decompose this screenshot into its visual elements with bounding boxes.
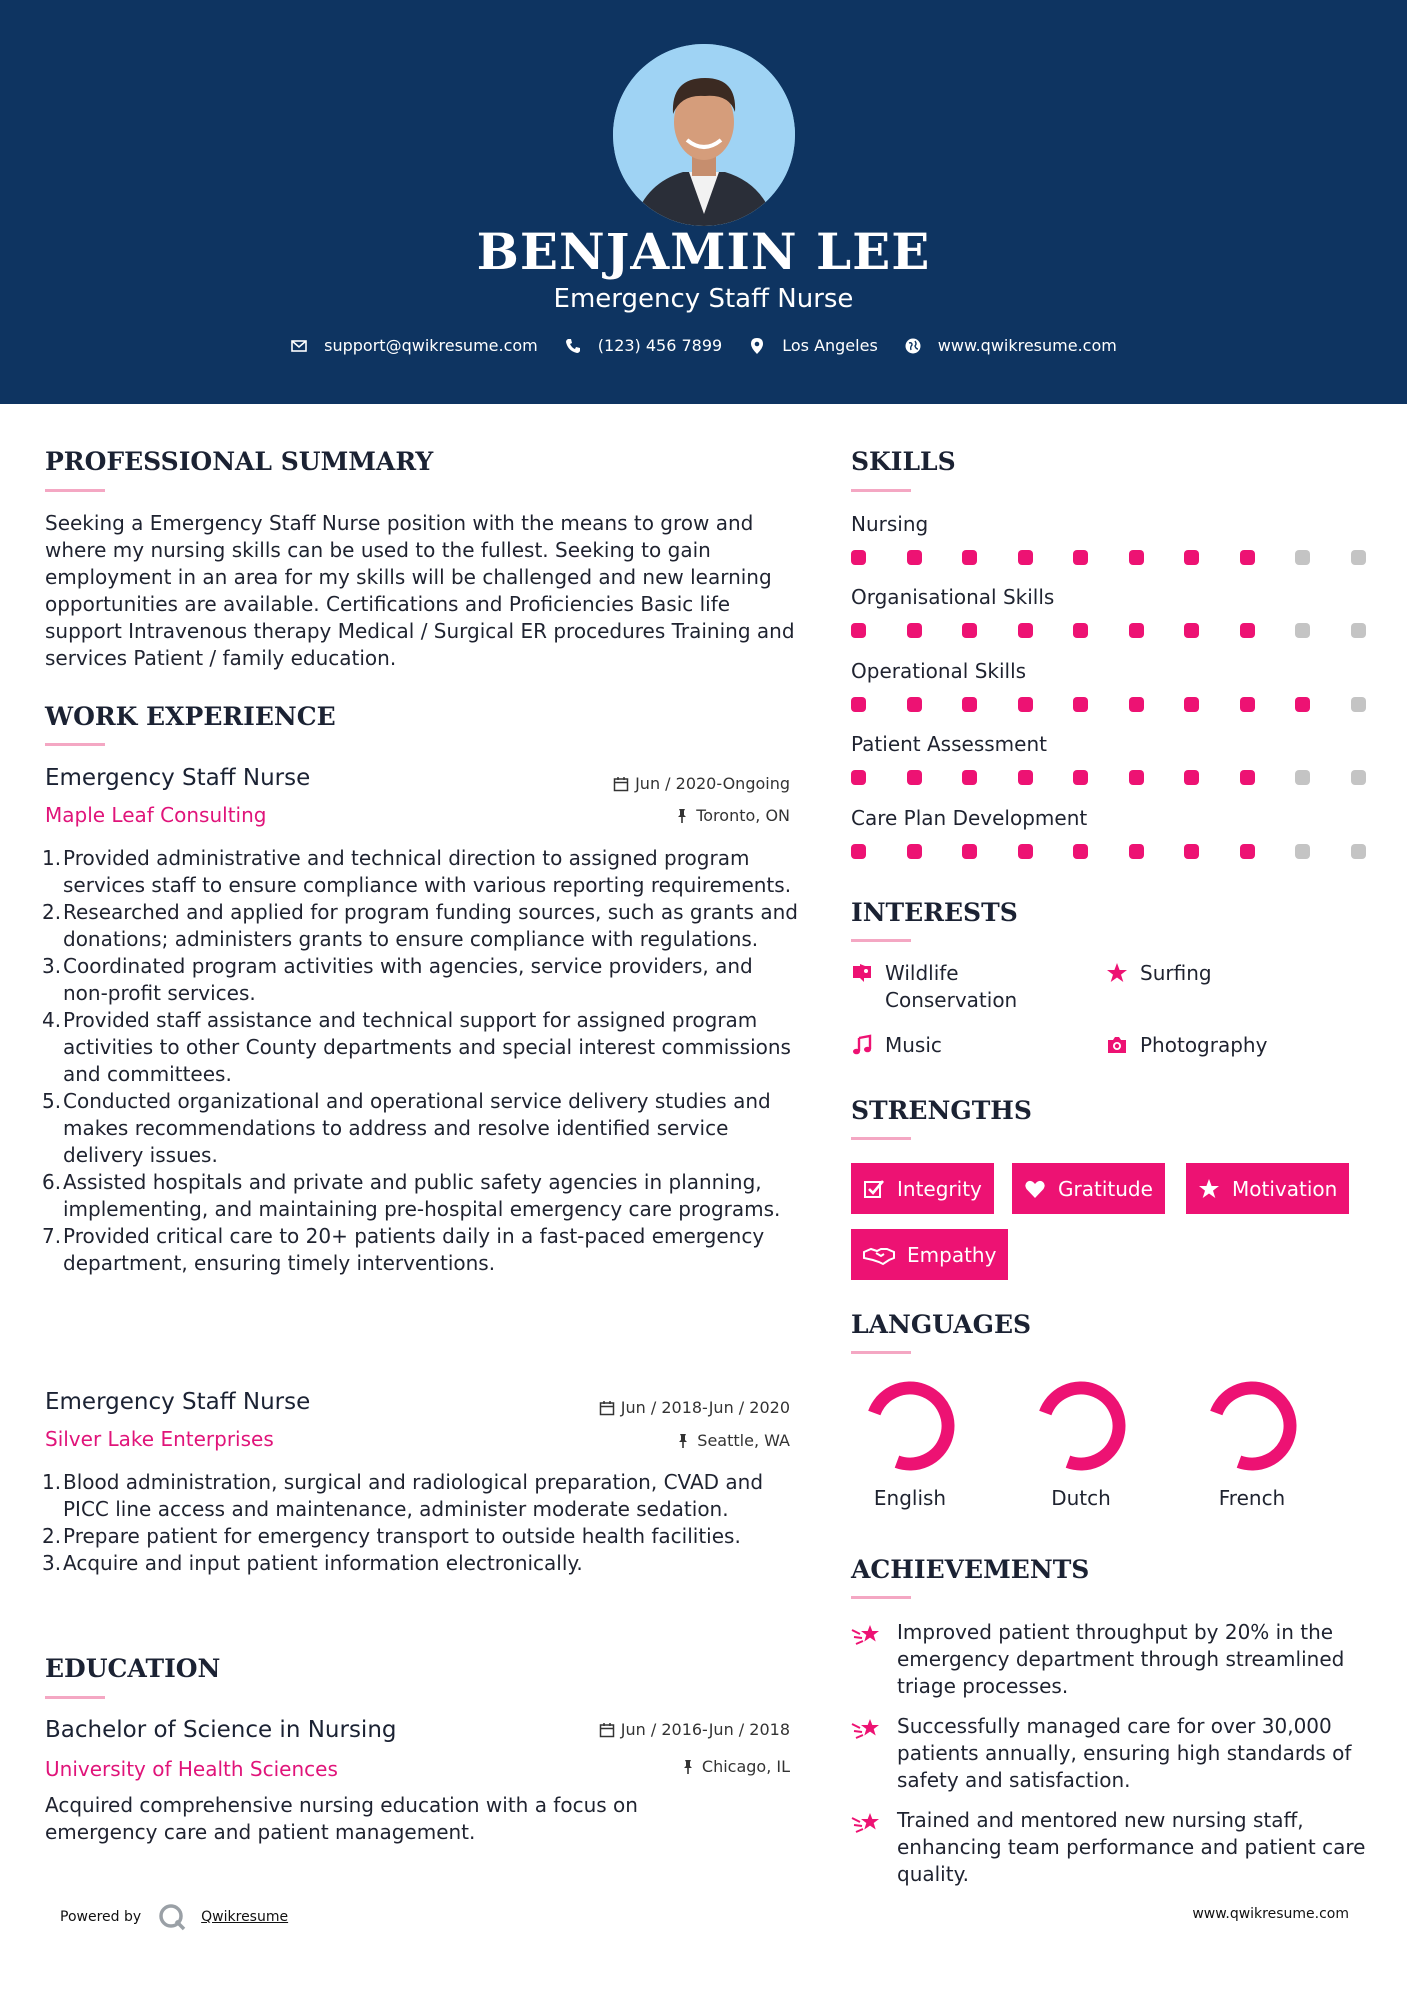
rating-dot-filled — [851, 770, 866, 785]
envelope-icon — [290, 337, 308, 355]
list-item: 2. Prepare patient for emergency transport to outside health facilities. — [42, 1524, 741, 1548]
list-item: 5. Conducted organizational and operational service delivery studies and makes recommendations to address and resolve identified service delivery issues. — [42, 1089, 771, 1167]
rating-dot-empty — [1295, 844, 1310, 859]
checkbox-icon — [863, 1178, 885, 1200]
summary-heading: PROFESSIONAL SUMMARY — [45, 447, 434, 476]
job-bullets — [42, 1469, 802, 1577]
education-location-text: Chicago, IL — [701, 1757, 790, 1776]
list-item: 7. Provided critical care to 20+ patients daily in a fast-paced emergency department, ensuring timely interventions. — [42, 1224, 765, 1275]
star-icon — [1106, 962, 1128, 984]
strength-tag: Gratitude — [1012, 1163, 1165, 1214]
strength-tag: Integrity — [851, 1163, 994, 1214]
calendar-icon — [599, 1400, 615, 1416]
list-item: 1. Blood administration, surgical and radiological preparation, CVAD and PICC line access and maintenance, administer moderate sedation. — [42, 1470, 764, 1521]
section-divider — [851, 939, 911, 942]
achievement-item: Improved patient throughput by 20% in the emergency department through streamlined triage processes. — [851, 1619, 1371, 1700]
contact-email[interactable] — [290, 336, 538, 355]
job-dates-text: Jun / 2018-Jun / 2020 — [620, 1398, 790, 1417]
education-dates-text: Jun / 2016-Jun / 2018 — [620, 1720, 790, 1739]
rating-dot-filled — [1073, 623, 1088, 638]
skills-heading: SKILLS — [851, 447, 956, 476]
section-divider — [45, 489, 105, 492]
job-dates — [520, 774, 790, 793]
section-divider — [45, 1696, 105, 1699]
skill-name: Organisational Skills — [851, 585, 1055, 609]
rating-dot-filled — [1129, 550, 1144, 565]
rating-dot-filled — [1240, 844, 1255, 859]
website-text: www.qwikresume.com — [937, 336, 1117, 355]
rating-dot-filled — [1240, 697, 1255, 712]
job-title: Emergency Staff Nurse — [45, 765, 311, 791]
skill-name: Operational Skills — [851, 659, 1027, 683]
skill-name: Care Plan Development — [851, 806, 1088, 830]
job-dates-text: Jun / 2020-Ongoing — [635, 774, 790, 793]
rating-dot-filled — [851, 550, 866, 565]
school-name: University of Health Sciences — [45, 1757, 338, 1781]
rating-dot-empty — [1351, 844, 1366, 859]
education-heading: EDUCATION — [45, 1654, 221, 1683]
job-company: Silver Lake Enterprises — [45, 1427, 274, 1451]
rating-dot-filled — [1073, 697, 1088, 712]
skill-rating — [851, 770, 1371, 786]
section-divider — [851, 1596, 911, 1599]
rating-dot-filled — [1018, 770, 1033, 785]
rating-dot-filled — [1184, 844, 1199, 859]
education-dates — [520, 1720, 790, 1739]
job-location-text: Seattle, WA — [697, 1431, 790, 1450]
calendar-icon — [613, 776, 629, 792]
rating-dot-filled — [1184, 550, 1199, 565]
language-ring — [1031, 1376, 1131, 1476]
achievements-heading: ACHIEVEMENTS — [851, 1555, 1090, 1584]
rating-dot-filled — [1295, 697, 1310, 712]
section-divider — [851, 1137, 911, 1140]
rating-dot-filled — [1129, 697, 1144, 712]
languages-heading: LANGUAGES — [851, 1310, 1032, 1339]
rating-dot-filled — [962, 697, 977, 712]
rating-dot-filled — [851, 844, 866, 859]
list-item: 2. Researched and applied for program funding sources, such as grants and donations; administers grants to ensure compliance with regulations. — [42, 900, 798, 951]
list-item: 3. Acquire and input patient information electronically. — [42, 1551, 583, 1575]
shooting-star-icon — [851, 1715, 883, 1743]
powered-by — [60, 1902, 288, 1932]
interest-item: Music — [851, 1032, 1071, 1059]
rating-dot-filled — [962, 623, 977, 638]
job-company: Maple Leaf Consulting — [45, 803, 267, 827]
rating-dot-filled — [1129, 844, 1144, 859]
job-location-text: Toronto, ON — [696, 806, 790, 825]
language-ring — [860, 1376, 960, 1476]
skill-name: Patient Assessment — [851, 732, 1047, 756]
wildlife-icon — [851, 962, 873, 984]
profile-photo — [613, 44, 795, 226]
interest-item: Photography — [1106, 1032, 1356, 1059]
rating-dot-filled — [1073, 770, 1088, 785]
rating-dot-filled — [907, 550, 922, 565]
job-location — [520, 806, 790, 825]
experience-heading: WORK EXPERIENCE — [45, 702, 336, 731]
language-name: English — [873, 1486, 947, 1510]
powered-by-text: Powered by — [60, 1909, 142, 1925]
interests-heading: INTERESTS — [851, 898, 1018, 927]
contact-bar — [0, 336, 1407, 355]
contact-location — [748, 336, 878, 355]
list-item: 3. Coordinated program activities with agencies, service providers, and non-profit services. — [42, 954, 753, 1005]
list-item: 4. Provided staff assistance and technical support for assigned program activities to other County departments and special interest commissions and committees. — [42, 1008, 791, 1086]
rating-dot-filled — [1018, 623, 1033, 638]
summary-text: Seeking a Emergency Staff Nurse position with the means to grow and where my nursing skills can be used to the fullest. Seeking to gain employment in an area for my skills will be challenged and new learning opportunities are available. Certifications and Proficiencies Basic life support Intravenous therapy Medical / Surgical ER procedures Training and services Patient / family education. — [45, 511, 795, 670]
camera-icon — [1106, 1034, 1128, 1056]
rating-dot-filled — [1184, 770, 1199, 785]
contact-phone[interactable] — [564, 336, 722, 355]
rating-dot-filled — [962, 550, 977, 565]
interest-item: Surfing — [1106, 960, 1356, 987]
music-note-icon — [851, 1034, 873, 1056]
candidate-title: Emergency Staff Nurse — [553, 284, 854, 314]
rating-dot-empty — [1351, 550, 1366, 565]
pushpin-icon — [675, 1433, 691, 1449]
rating-dot-filled — [1073, 550, 1088, 565]
email-text: support@qwikresume.com — [324, 336, 538, 355]
globe-icon — [904, 337, 922, 355]
shooting-star-icon — [851, 1621, 883, 1649]
section-divider — [851, 489, 911, 492]
rating-dot-empty — [1351, 770, 1366, 785]
rating-dot-filled — [1240, 770, 1255, 785]
handshake-icon — [863, 1244, 895, 1266]
degree-title: Bachelor of Science in Nursing — [45, 1717, 397, 1743]
rating-dot-filled — [962, 844, 977, 859]
map-pin-icon — [748, 337, 766, 355]
skill-rating — [851, 844, 1371, 860]
language-name: French — [1218, 1486, 1286, 1510]
rating-dot-filled — [1018, 844, 1033, 859]
job-location — [520, 1431, 790, 1450]
language-item — [1187, 1376, 1317, 1510]
section-divider — [851, 1351, 911, 1354]
rating-dot-filled — [851, 697, 866, 712]
rating-dot-filled — [1184, 623, 1199, 638]
rating-dot-filled — [907, 697, 922, 712]
list-item: 1. Provided administrative and technical direction to assigned program services staff to ensure compliance with various reporting requirements. — [42, 846, 792, 897]
rating-dot-filled — [1129, 770, 1144, 785]
rating-dot-filled — [907, 770, 922, 785]
rating-dot-empty — [1295, 770, 1310, 785]
skill-rating — [851, 697, 1371, 713]
candidate-name: BENJAMIN LEE — [476, 222, 931, 281]
education-description: Acquired comprehensive nursing education with a focus on emergency care and patient management. — [45, 1793, 638, 1844]
rating-dot-filled — [1018, 697, 1033, 712]
rating-dot-filled — [907, 844, 922, 859]
shooting-star-icon — [851, 1809, 883, 1837]
pushpin-icon — [680, 1759, 696, 1775]
language-name: Dutch — [1051, 1486, 1111, 1510]
resume-header — [0, 0, 1407, 404]
rating-dot-empty — [1295, 623, 1310, 638]
calendar-icon — [599, 1722, 615, 1738]
skill-rating — [851, 550, 1371, 566]
qwikresume-logo-icon — [157, 1902, 187, 1932]
achievement-item: Trained and mentored new nursing staff, enhancing team performance and patient care quality. — [851, 1807, 1371, 1888]
job-title: Emergency Staff Nurse — [45, 1389, 311, 1415]
achievement-item: Successfully managed care for over 30,000 patients annually, ensuring high standards of safety and satisfaction. — [851, 1713, 1371, 1794]
location-text: Los Angeles — [782, 336, 878, 355]
language-item — [845, 1376, 975, 1510]
pushpin-icon — [674, 808, 690, 824]
rating-dot-empty — [1295, 550, 1310, 565]
section-divider — [45, 743, 105, 746]
rating-dot-filled — [1129, 623, 1144, 638]
job-bullets — [42, 845, 802, 1277]
strength-tag: Empathy — [851, 1229, 1008, 1280]
interest-item: Wildlife Conservation — [851, 960, 1071, 1014]
language-ring — [1202, 1376, 1302, 1476]
heart-icon — [1024, 1178, 1046, 1200]
rating-dot-filled — [1018, 550, 1033, 565]
rating-dot-empty — [1351, 623, 1366, 638]
rating-dot-filled — [962, 770, 977, 785]
rating-dot-filled — [1073, 844, 1088, 859]
rating-dot-filled — [851, 623, 866, 638]
phone-text: (123) 456 7899 — [597, 336, 723, 355]
education-location — [520, 1757, 790, 1776]
rating-dot-filled — [1240, 623, 1255, 638]
strength-tag: Motivation — [1186, 1163, 1349, 1214]
star-icon — [1198, 1178, 1220, 1200]
strengths-heading: STRENGTHS — [851, 1096, 1032, 1125]
contact-website[interactable] — [904, 336, 1117, 355]
skill-rating — [851, 623, 1371, 639]
footer-url[interactable]: www.qwikresume.com — [1192, 1906, 1349, 1922]
job-dates — [520, 1398, 790, 1417]
phone-icon — [564, 337, 582, 355]
brand-link[interactable]: Qwikresume — [201, 1909, 289, 1925]
rating-dot-filled — [907, 623, 922, 638]
language-item — [1016, 1376, 1146, 1510]
rating-dot-filled — [1240, 550, 1255, 565]
rating-dot-empty — [1351, 697, 1366, 712]
rating-dot-filled — [1184, 697, 1199, 712]
list-item: 6. Assisted hospitals and private and public safety agencies in planning, implementing, and maintaining pre-hospital emergency care programs. — [42, 1170, 781, 1221]
skill-name: Nursing — [851, 512, 929, 536]
